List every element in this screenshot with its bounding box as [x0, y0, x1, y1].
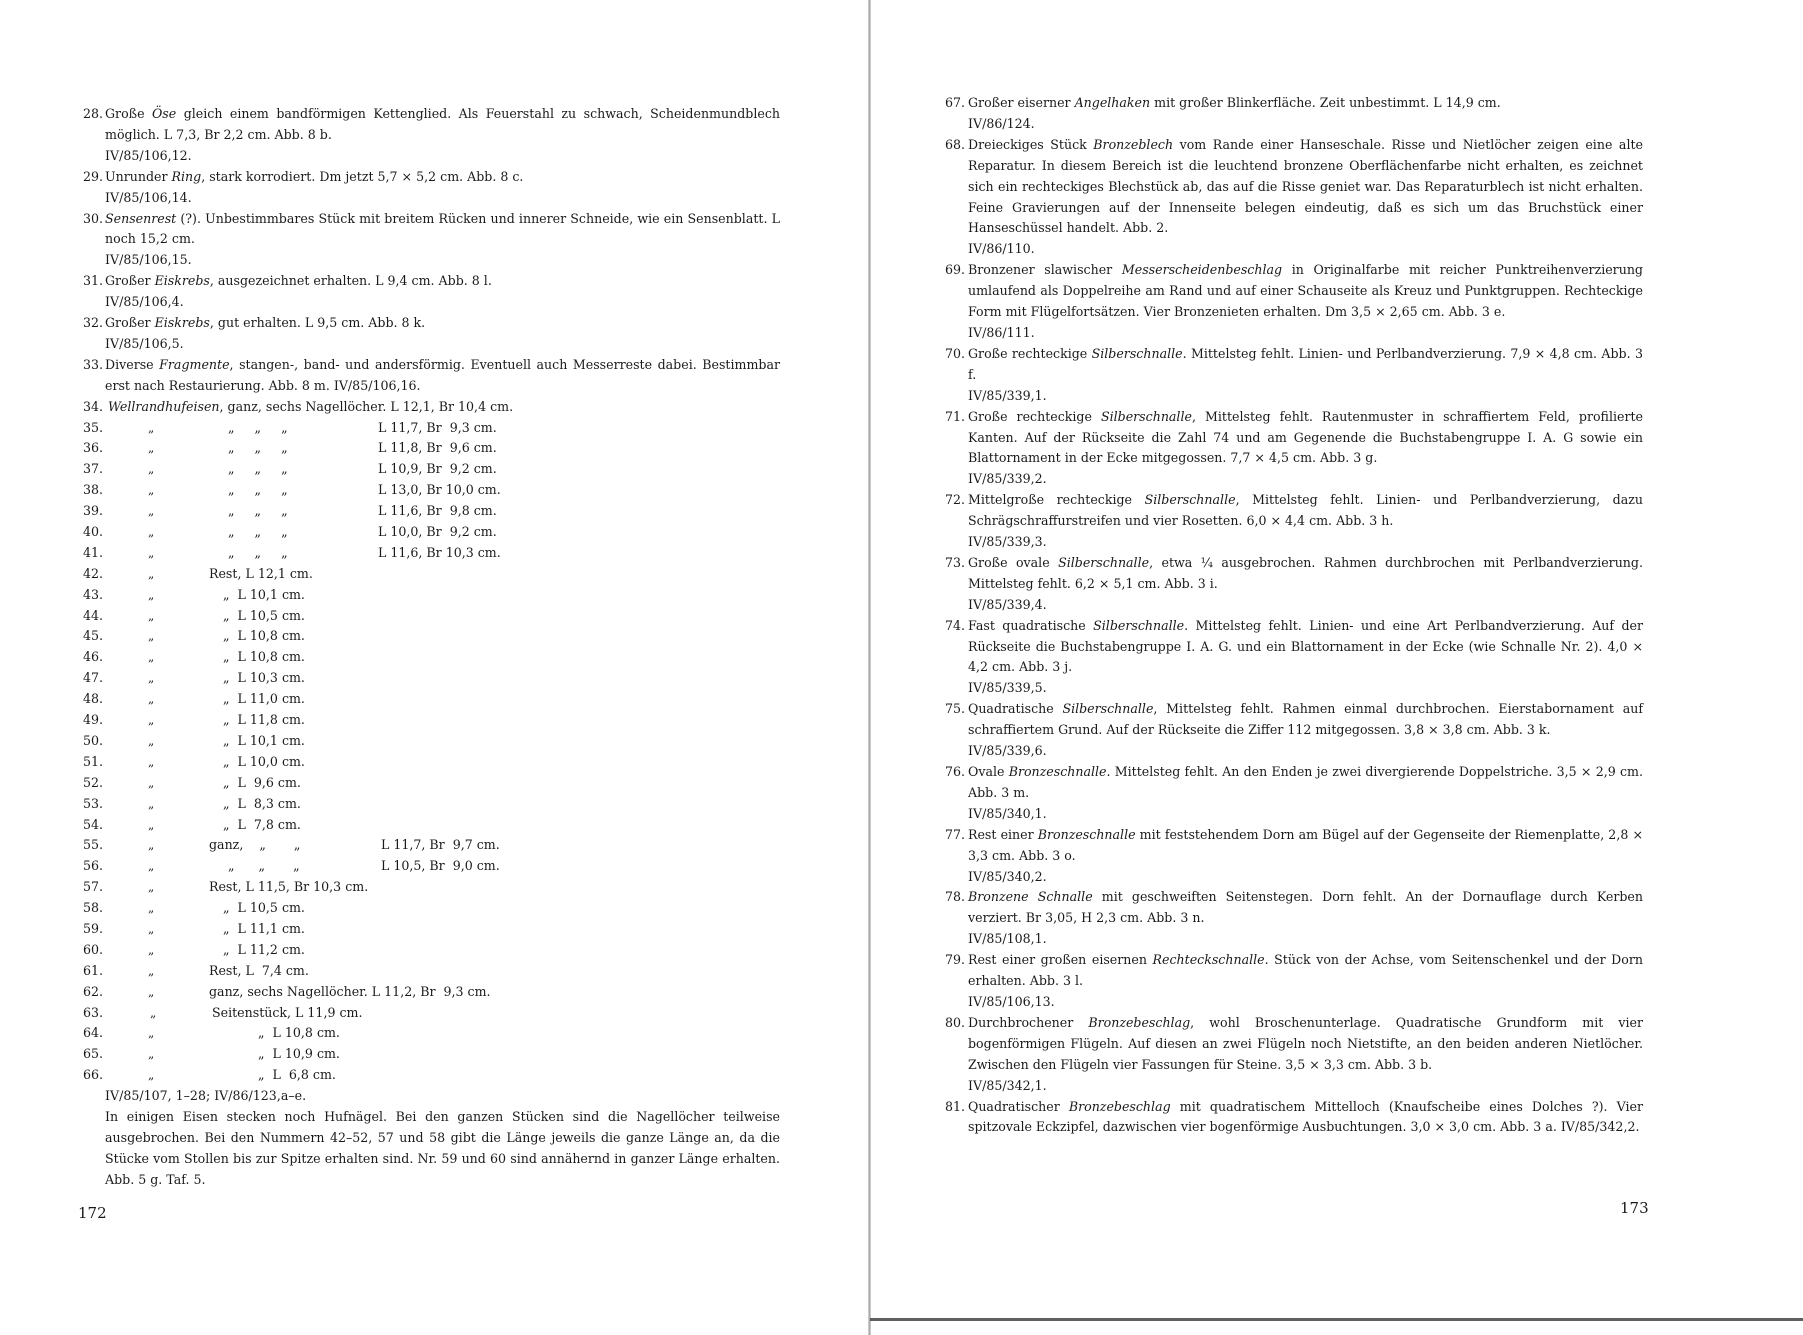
entry-number: 49.	[82, 712, 103, 728]
entry-text: (?). Unbestimmbares Stück mit breitem Rücken und innerer Schneide, wie ein Sensenblatt. L noch 15,2 cm.	[105, 210, 780, 247]
entry-prefix: Quadratische	[968, 701, 1063, 717]
entry-number: 44.	[82, 607, 103, 623]
horseshoe-desc: „ „ „	[228, 858, 300, 874]
object-name: Eiskrebs	[154, 315, 210, 331]
horseshoe-row	[78, 668, 780, 689]
horseshoe-row	[78, 961, 780, 982]
entry-description	[968, 553, 1643, 595]
entry-number: 71.	[944, 408, 965, 424]
entry-description	[968, 93, 1643, 114]
horseshoe-desc: Rest, L 7,4 cm.	[209, 962, 309, 978]
entry-description	[968, 1013, 1643, 1076]
horseshoe-row	[78, 522, 780, 543]
inventory-reference: IV/85/339,3.	[968, 534, 1047, 550]
entry-prefix: Quadratischer	[968, 1098, 1069, 1114]
ditto-mark: „	[148, 838, 155, 853]
entry-number: 36.	[82, 440, 103, 456]
object-name: Messerscheidenbeschlag	[1121, 262, 1283, 278]
horseshoe-desc: „ L 10,5 cm.	[223, 900, 305, 916]
entry-number: 64.	[82, 1025, 103, 1041]
horseshoe-desc: „ L 10,3 cm.	[223, 670, 305, 686]
entry-number: 78.	[944, 889, 965, 905]
object-name: Bronzeschnalle	[1008, 764, 1107, 779]
horseshoe-row	[78, 689, 780, 710]
entry-number: 46.	[82, 649, 103, 665]
horseshoe-desc: „ „ „	[228, 461, 288, 477]
horseshoe-measure: L 11,7, Br 9,7 cm.	[381, 837, 500, 853]
notes-paragraph: In einigen Eisen stecken noch Hufnägel. Bei den ganzen Stücken sind die Nagellöcher teilweise ausgebrochen. Bei den Nummern 42–52, 57 und 58 gibt die Länge jeweils die ganze Länge an, da die Stücke vom Stollen bis zur Spitze erhalten sind. Nr. 59 und 60 sind annähernd in ganzer Länge erhalten. Abb. 5 g. Taf. 5.	[105, 1108, 780, 1187]
entry-description	[968, 135, 1643, 240]
ditto-mark: „	[148, 775, 155, 790]
horseshoe-measure: L 11,8, Br 9,6 cm.	[378, 440, 497, 456]
entry-prefix: Großer	[105, 315, 155, 331]
entry-description	[105, 313, 780, 334]
horseshoe-desc: „ „ „	[228, 544, 288, 560]
horseshoe-row	[78, 1044, 780, 1065]
horseshoe-row	[78, 731, 780, 752]
ditto-mark: „	[148, 545, 155, 560]
catalog-entry	[938, 825, 1643, 888]
entry-number: 47.	[82, 670, 103, 686]
left-page-content	[78, 104, 780, 1191]
entry-description	[105, 355, 780, 397]
entry-description	[968, 825, 1643, 867]
entry-text: vom Rande einer Hanseschale. Risse und Nietlöcher zeigen eine alte Reparatur. In diesem Bereich ist die leuchtend bronzene Oberflächenfarbe nicht erhalten, es zeichnet sich ein rechteckiges Blechstück ab, das auf die Risse geniet war. Das Reparaturblech ist nicht erhalten. Feine Gravierungen auf der Innenseite belegen eindeutig, daß es sich um das Bruchstück einer Hanseschüssel handelt. Abb. 2.	[968, 136, 1643, 236]
ditto-mark: „	[148, 462, 155, 477]
entry-prefix: Bronzener slawischer	[968, 262, 1122, 278]
catalog-entry	[938, 1013, 1643, 1097]
entry-number: 80.	[944, 1014, 965, 1030]
entry-description	[968, 1097, 1643, 1139]
entry-number: 53.	[82, 795, 103, 811]
entry-number: 58.	[82, 900, 103, 916]
horseshoe-measure: L 11,6, Br 9,8 cm.	[378, 503, 497, 519]
entry-text: . Stück von der Achse, vom Seitenschenkel und der Dorn erhalten. Abb. 3 l.	[968, 952, 1643, 989]
catalog-entry	[938, 407, 1643, 491]
ditto-mark: „	[148, 901, 155, 916]
object-name: Wellrandhufeisen	[108, 398, 220, 414]
catalog-entry	[78, 104, 780, 167]
entry-text: . Mittelsteg fehlt. Linien- und Perlbandverzierung. 7,9 ⨯ 4,8 cm. Abb. 3 f.	[968, 345, 1643, 382]
object-name: Silberschnalle	[1100, 408, 1192, 424]
object-name: Bronzebeschlag	[1068, 1098, 1171, 1114]
inventory-reference: IV/85/339,4.	[968, 596, 1047, 612]
inventory-reference: IV/85/339,1.	[968, 387, 1047, 403]
horseshoe-row	[78, 438, 780, 459]
horseshoe-measure: L 10,5, Br 9,0 cm.	[381, 858, 500, 874]
horseshoe-desc: „ L 8,3 cm.	[223, 795, 301, 811]
entry-number: 73.	[944, 554, 965, 570]
catalog-entry	[938, 553, 1643, 616]
ditto-mark: „	[148, 504, 155, 519]
inventory-reference: IV/85/106,15.	[105, 252, 192, 268]
horseshoe-row	[78, 418, 780, 439]
entry-text: , etwa ¼ ausgebrochen. Rahmen durchbrochen mit Perlbandverzierung. Mittelsteg fehlt. 6,2 ⨯ 5,1 cm. Abb. 3 i.	[968, 554, 1643, 591]
entry-text: , Mittelsteg fehlt. Rahmen einmal durchbrochen. Eierstabornament auf schraffiertem Grund. Auf der Rückseite die Ziffer 112 mitgegossen. 3,8 ⨯ 3,8 cm. Abb. 3 k.	[968, 701, 1643, 738]
catalog-entry	[938, 887, 1643, 950]
object-name: Bronzene Schnalle	[968, 889, 1093, 905]
horseshoe-row	[78, 752, 780, 773]
inventory-reference: IV/86/124.	[968, 115, 1035, 131]
entry-number: 79.	[944, 952, 965, 968]
ditto-mark: „	[148, 650, 155, 665]
catalog-entry	[78, 209, 780, 272]
ditto-mark: „	[148, 629, 155, 644]
entry-number: 72.	[944, 492, 965, 508]
ditto-mark: „	[148, 692, 155, 707]
horseshoe-desc: „ L 11,1 cm.	[223, 920, 305, 936]
ditto-mark: „	[148, 942, 155, 957]
catalog-entry	[78, 355, 780, 397]
entry-number: 57.	[82, 879, 103, 895]
entry-prefix: Ovale	[968, 764, 1009, 779]
entry-prefix: Große	[105, 106, 152, 121]
horseshoe-desc: „ L 11,0 cm.	[223, 691, 305, 707]
horseshoe-desc: „ „ „	[228, 440, 288, 456]
entry-prefix: Diverse	[105, 356, 160, 372]
entry-number: 50.	[82, 732, 103, 748]
object-name: Eiskrebs	[154, 273, 210, 289]
inventory-reference: IV/85/340,1.	[968, 805, 1047, 821]
page-number-left: 172	[78, 1204, 107, 1222]
horseshoe-row	[78, 606, 780, 627]
ditto-mark: „	[148, 608, 155, 623]
ditto-mark: „	[148, 796, 155, 811]
object-name: Silberschnalle	[1093, 617, 1185, 633]
inventory-reference: IV/85/107, 1–28; IV/86/123,a–e.	[105, 1088, 307, 1104]
entry-number: 76.	[944, 764, 965, 779]
object-name: Bronzeschnalle	[1037, 826, 1136, 842]
ditto-mark: „	[148, 817, 155, 832]
object-name: Öse	[151, 106, 177, 121]
catalog-entry	[938, 950, 1643, 1013]
horseshoe-desc: „ L 10,8 cm.	[223, 649, 305, 665]
horseshoe-row	[78, 397, 780, 418]
entry-text: , ausgezeichnet erhalten. L 9,4 cm. Abb. 8 l.	[209, 273, 492, 289]
horseshoe-desc: „ „ „	[228, 419, 288, 435]
entry-number: 34.	[82, 398, 103, 414]
entry-description	[968, 407, 1643, 470]
entry-number: 67.	[944, 95, 965, 110]
horseshoe-row	[78, 835, 780, 856]
entry-number: 61.	[82, 962, 103, 978]
catalog-entry	[938, 135, 1643, 260]
horseshoe-desc: ganz, sechs Nagellöcher. L 11,2, Br 9,3 cm.	[209, 983, 491, 999]
entry-description	[105, 271, 780, 292]
horseshoe-desc: „ L 10,8 cm.	[258, 1025, 340, 1041]
entry-number: 52.	[82, 774, 103, 790]
entry-text: mit feststehendem Dorn am Bügel auf der Gegenseite der Riemenplatte, 2,8 ⨯ 3,3 cm. Abb. 3 o.	[968, 826, 1644, 863]
entry-description	[968, 616, 1643, 679]
horseshoe-row	[78, 543, 780, 564]
horseshoe-desc: Rest, L 12,1 cm.	[209, 565, 313, 581]
entry-prefix: Große rechteckige	[968, 345, 1092, 361]
catalog-entry	[938, 762, 1643, 825]
entry-text: , Mittelsteg fehlt. Linien- und Perlbandverzierung, dazu Schrägschraffurstreifen und vier Rosetten. 6,0 ⨯ 4,4 cm. Abb. 3 h.	[968, 492, 1643, 529]
horseshoe-desc: „ „ „	[228, 482, 288, 498]
entry-number: 29.	[82, 168, 103, 184]
horseshoe-desc: „ L 10,1 cm.	[223, 732, 305, 748]
ditto-mark: „	[148, 671, 155, 686]
entry-number: 51.	[82, 753, 103, 769]
catalog-entry	[938, 1097, 1643, 1139]
catalog-entry	[938, 260, 1643, 344]
horseshoe-desc: ganz, „ „	[209, 837, 301, 853]
horseshoe-row	[78, 1065, 780, 1086]
horseshoe-measure: L 11,6, Br 10,3 cm.	[378, 544, 501, 560]
ditto-mark: „	[148, 1026, 155, 1041]
entry-description	[968, 260, 1643, 323]
inventory-reference: IV/86/111.	[968, 324, 1035, 340]
entry-text: mit quadratischem Mittelloch (Knaufscheibe eines Dolches ?). Vier spitzovale Eckzipfel, dazwischen vier bogenförmige Ausbuchtungen. 3,0 ⨯ 3,0 cm. Abb. 3 a. IV/85/342,2.	[968, 1098, 1643, 1135]
ditto-mark: „	[148, 713, 155, 728]
entry-number: 45.	[82, 628, 103, 644]
entry-description	[968, 887, 1643, 929]
ditto-mark: „	[148, 483, 155, 498]
horseshoe-row	[78, 626, 780, 647]
horseshoe-row	[78, 898, 780, 919]
entry-text: , stangen-, band- und andersförmig. Eventuell auch Messerreste dabei. Bestimmbar erst nach Restaurierung. Abb. 8 m. IV/85/106,16.	[105, 356, 780, 393]
entry-number: 65.	[82, 1046, 103, 1062]
object-name: Angelhaken	[1074, 95, 1151, 110]
horseshoe-row	[78, 501, 780, 522]
entry-number: 37.	[82, 461, 103, 477]
catalog-entry	[78, 167, 780, 209]
entry-text: , stark korrodiert. Dm jetzt 5,7 ⨯ 5,2 cm. Abb. 8 c.	[201, 168, 524, 184]
catalog-entry	[938, 699, 1643, 762]
entry-prefix: Große ovale	[968, 554, 1059, 570]
horseshoe-row	[78, 1003, 780, 1024]
horseshoe-desc: „ L 10,1 cm.	[223, 586, 305, 602]
object-name: Bronzeblech	[1093, 136, 1174, 152]
inventory-reference: IV/85/342,1.	[968, 1077, 1047, 1093]
entry-text: in Originalfarbe mit reicher Punktreihenverzierung umlaufend als Doppelreihe am Rand und auf einer Schauseite als Kreuz und Punktgruppen. Rechteckige Form mit Flügelfortsätzen. Vier Bronzenieten erhalten. Dm 3,5 ⨯ 2,65 cm. Abb. 3 e.	[968, 262, 1643, 320]
ditto-mark: „	[148, 984, 155, 999]
horseshoe-row	[78, 877, 780, 898]
inventory-reference: IV/85/106,13.	[968, 993, 1055, 1009]
entry-number: 41.	[82, 544, 103, 560]
inventory-reference: IV/85/339,6.	[968, 743, 1047, 759]
horseshoe-desc: „ L 10,5 cm.	[223, 607, 305, 623]
inventory-reference: IV/85/340,2.	[968, 868, 1047, 884]
inventory-reference: IV/85/106,5.	[105, 335, 184, 351]
horseshoe-measure: L 10,9, Br 9,2 cm.	[378, 461, 497, 477]
entry-number: 66.	[82, 1067, 103, 1083]
entry-description	[968, 950, 1643, 992]
entry-number: 74.	[944, 617, 965, 633]
entry-number: 75.	[944, 701, 965, 717]
entry-number: 28.	[82, 106, 103, 121]
catalog-entry	[938, 344, 1643, 407]
right-page-content	[938, 93, 1643, 1138]
entry-number: 62.	[82, 983, 103, 999]
object-name: Bronzebeschlag	[1088, 1014, 1191, 1030]
entry-prefix: Großer eiserner	[968, 95, 1075, 110]
horseshoe-desc: , ganz, sechs Nagellöcher. L 12,1, Br 10,4 cm.	[219, 398, 514, 414]
inventory-reference: IV/85/339,2.	[968, 471, 1047, 487]
object-name: Ring	[171, 168, 202, 184]
horseshoe-desc: „ L 6,8 cm.	[258, 1067, 336, 1083]
ditto-mark: „	[148, 733, 155, 748]
entry-number: 63.	[82, 1004, 103, 1020]
horseshoe-desc: „ L 10,0 cm.	[223, 753, 305, 769]
horseshoe-row	[78, 647, 780, 668]
entry-number: 55.	[82, 837, 103, 853]
horseshoe-row	[78, 940, 780, 961]
ditto-mark: „	[148, 525, 155, 540]
entry-number: 56.	[82, 858, 103, 874]
horseshoe-desc: Rest, L 11,5, Br 10,3 cm.	[209, 879, 369, 895]
horseshoe-measure: L 11,7, Br 9,3 cm.	[378, 419, 497, 435]
horseshoe-desc: Seitenstück, L 11,9 cm.	[212, 1004, 363, 1020]
catalog-entry	[78, 313, 780, 355]
inventory-reference: IV/85/108,1.	[968, 931, 1047, 947]
ditto-mark: „	[148, 587, 155, 602]
object-name: Silberschnalle	[1091, 345, 1183, 361]
horseshoe-row	[78, 459, 780, 480]
entry-text: , Mittelsteg fehlt. Rautenmuster in schraffiertem Feld, profilierte Kanten. Auf der Rückseite die Zahl 74 und am Gegenende die Buchstabengruppe I. A. G sowie ein Blattornament in der Ecke mitgegossen. 7,7 ⨯ 4,5 cm. Abb. 3 g.	[968, 408, 1643, 466]
entry-text: mit großer Blinkerfläche. Zeit unbestimmt. L 14,9 cm.	[1150, 95, 1501, 110]
horseshoe-row	[78, 919, 780, 940]
inventory-reference: IV/85/339,5.	[968, 680, 1047, 696]
book-gutter	[868, 0, 871, 1335]
entry-number: 30.	[82, 210, 103, 226]
entry-number: 59.	[82, 920, 103, 936]
page-number-right: 173	[1620, 1199, 1649, 1217]
ditto-mark: „	[148, 880, 155, 895]
horseshoe-row	[78, 815, 780, 836]
inventory-reference: IV/85/106,14.	[105, 189, 192, 205]
horseshoe-row	[78, 773, 780, 794]
entry-text: mit geschweiften Seitenstegen. Dorn fehlt. An der Dornauflage durch Kerben verziert. Br 3,05, H 2,3 cm. Abb. 3 n.	[968, 889, 1643, 926]
entry-number: 77.	[944, 826, 965, 842]
entry-description	[968, 490, 1643, 532]
horseshoe-desc: „ L 11,8 cm.	[223, 712, 305, 728]
entry-number: 40.	[82, 524, 103, 540]
entry-number: 69.	[944, 262, 965, 278]
object-name: Rechteckschnalle	[1152, 952, 1265, 968]
object-name: Fragmente	[159, 356, 230, 372]
entry-prefix: Unrunder	[105, 168, 172, 184]
entry-number: 38.	[82, 482, 103, 498]
entry-text: gleich einem bandförmigen Kettenglied. Als Feuerstahl zu schwach, Scheidenmundblech möglich. L 7,3, Br 2,2 cm. Abb. 8 b.	[105, 106, 780, 142]
ditto-mark: „	[148, 754, 155, 769]
ditto-mark: „	[148, 441, 155, 456]
entry-number: 54.	[82, 816, 103, 832]
entry-description	[105, 209, 780, 251]
entry-number: 33.	[82, 356, 103, 372]
entry-text: , gut erhalten. L 9,5 cm. Abb. 8 k.	[209, 315, 426, 331]
entry-text: . Mittelsteg fehlt. Linien- und eine Art Perlbandverzierung. Auf der Rückseite die Buchstabengruppe I. A. G. und ein Blattornament in der Ecke (wie Schnalle Nr. 2). 4,0 ⨯ 4,2 cm. Abb. 3 j.	[968, 617, 1643, 675]
entry-number: 35.	[82, 419, 103, 435]
page-edge-shadow	[870, 1318, 1803, 1321]
entry-description	[968, 344, 1643, 386]
entry-number: 31.	[82, 273, 103, 289]
entry-description	[968, 699, 1643, 741]
ditto-mark: „	[150, 1005, 157, 1020]
horseshoe-desc: „ „ „	[228, 524, 288, 540]
ditto-mark: „	[148, 921, 155, 936]
horseshoe-desc: „ L 7,8 cm.	[223, 816, 301, 832]
ditto-mark: „	[148, 1047, 155, 1062]
entry-text: , wohl Broschenunterlage. Quadratische Grundform mit vier bogenförmigen Flügeln. Auf diesen an zwei Flügeln noch Nietstifte, an den beiden anderen Nietlöcher. Zwischen den Flügeln vier Fassungen für Steine. 3,5 ⨯ 3,3 cm. Abb. 3 b.	[968, 1014, 1643, 1072]
entry-number: 60.	[82, 941, 103, 957]
horseshoe-desc: „ L 11,2 cm.	[223, 941, 305, 957]
entry-prefix: Rest einer großen eisernen	[968, 952, 1153, 968]
entry-description	[968, 762, 1643, 804]
catalog-entry	[938, 490, 1643, 553]
ditto-mark: „	[148, 1068, 155, 1083]
entry-number: 48.	[82, 691, 103, 707]
entry-prefix: Durchbrochener	[968, 1014, 1089, 1030]
entry-number: 42.	[82, 565, 103, 581]
object-name: Silberschnalle	[1058, 554, 1150, 570]
entry-text: . Mittelsteg fehlt. An den Enden je zwei divergierende Doppelstriche. 3,5 ⨯ 2,9 cm. Abb. 3 m.	[968, 764, 1644, 800]
entry-number: 43.	[82, 586, 103, 602]
entry-prefix: Große rechteckige	[968, 408, 1101, 424]
entry-description	[105, 104, 780, 146]
object-name: Sensenrest	[105, 210, 177, 226]
horseshoe-row	[78, 982, 780, 1003]
horseshoe-row	[78, 1023, 780, 1044]
inventory-reference: IV/86/110.	[968, 241, 1035, 257]
horseshoe-row	[78, 564, 780, 585]
horseshoe-row	[78, 480, 780, 501]
entry-number: 81.	[944, 1098, 965, 1114]
ditto-mark: „	[148, 566, 155, 581]
horseshoe-desc: „ L 10,8 cm.	[223, 628, 305, 644]
catalog-entry	[78, 271, 780, 313]
entry-prefix: Großer	[105, 273, 155, 289]
horseshoe-notes	[78, 1086, 780, 1191]
ditto-mark: „	[148, 420, 155, 435]
horseshoe-row	[78, 710, 780, 731]
entry-number: 39.	[82, 503, 103, 519]
horseshoe-desc: „ „ „	[228, 503, 288, 519]
horseshoe-row	[78, 856, 780, 877]
horseshoe-row	[78, 585, 780, 606]
entry-number: 68.	[944, 136, 965, 152]
entry-number: 70.	[944, 345, 965, 361]
ditto-mark: „	[148, 859, 155, 874]
horseshoe-row	[78, 794, 780, 815]
catalog-entry	[938, 616, 1643, 700]
object-name: Silberschnalle	[1144, 492, 1236, 508]
horseshoe-desc: „ L 10,9 cm.	[258, 1046, 340, 1062]
horseshoe-measure: L 10,0, Br 9,2 cm.	[378, 524, 497, 540]
catalog-entry	[938, 93, 1643, 135]
entry-prefix: Fast quadratische	[968, 617, 1094, 633]
entry-prefix: Rest einer	[968, 826, 1038, 842]
entry-description	[105, 167, 780, 188]
object-name: Silberschnalle	[1062, 701, 1154, 717]
ditto-mark: „	[148, 963, 155, 978]
entry-number: 32.	[82, 315, 103, 331]
entry-prefix: Mittelgroße rechteckige	[968, 492, 1145, 508]
inventory-reference: IV/85/106,12.	[105, 147, 192, 163]
inventory-reference: IV/85/106,4.	[105, 294, 184, 310]
horseshoe-measure: L 13,0, Br 10,0 cm.	[378, 482, 501, 498]
horseshoe-desc: „ L 9,6 cm.	[223, 774, 301, 790]
entry-prefix: Dreieckiges Stück	[968, 136, 1094, 152]
